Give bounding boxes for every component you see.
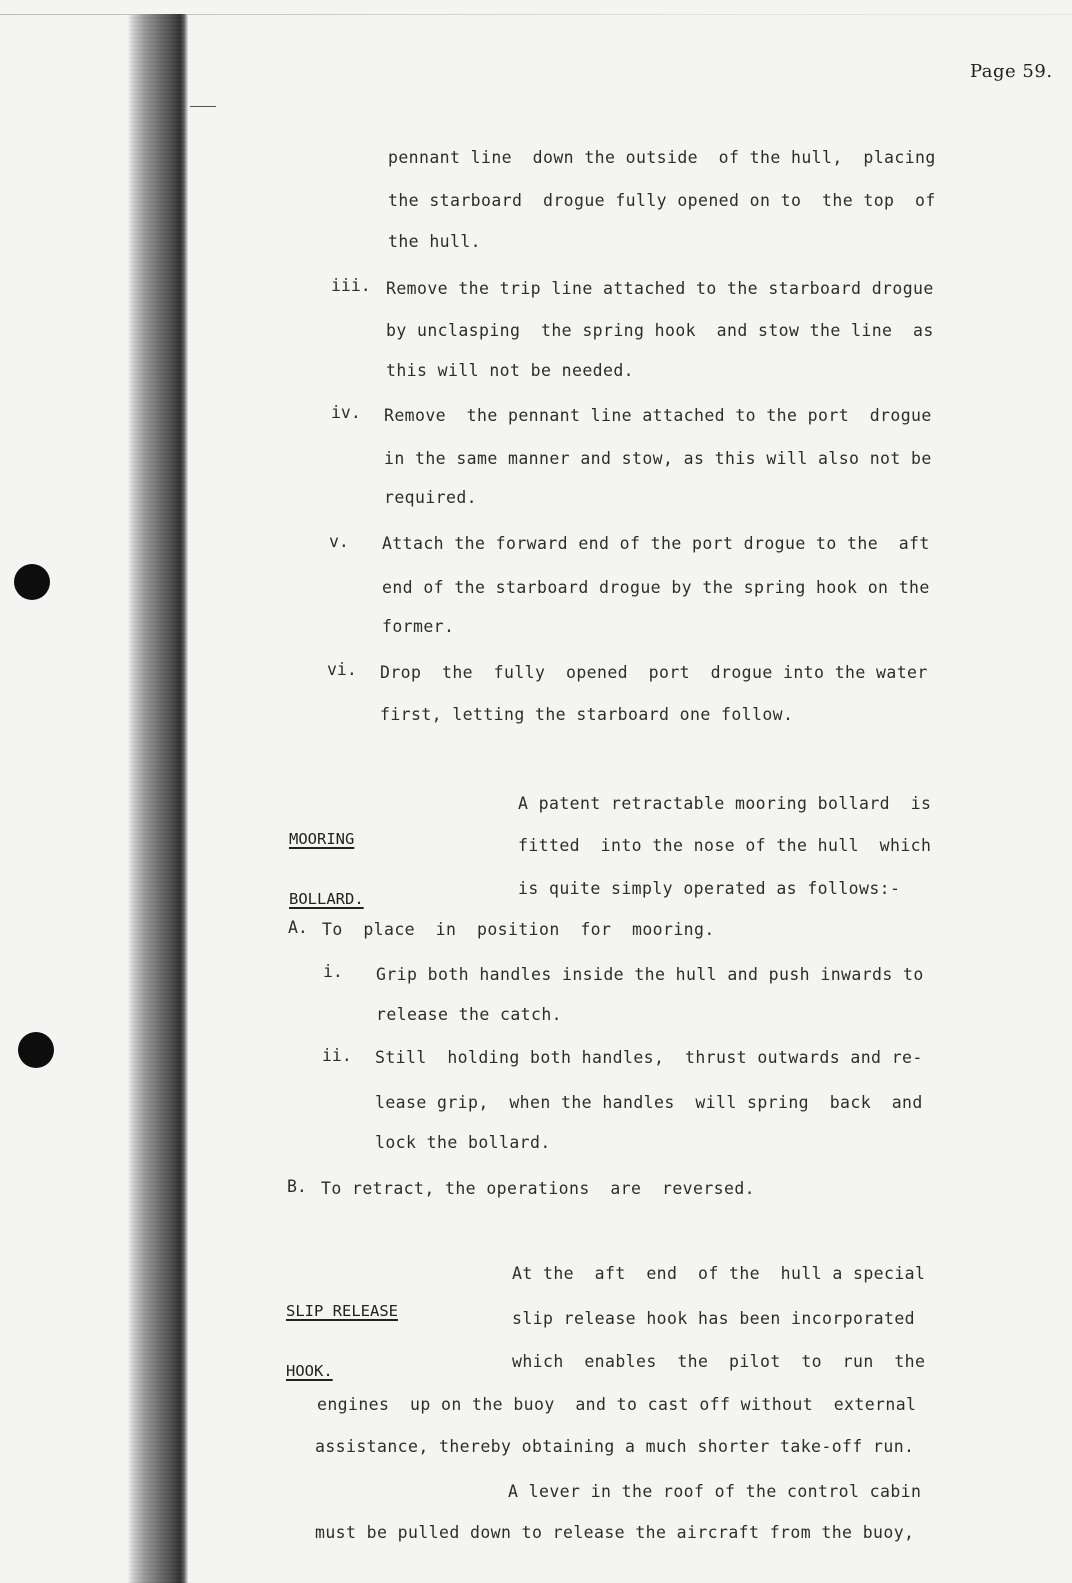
text-line: which enables the pilot to run the: [512, 1352, 926, 1371]
text-line: end of the starboard drogue by the spring hook on the: [382, 578, 930, 597]
text-line: must be pulled down to release the aircraft from the buoy,: [315, 1523, 915, 1542]
margin-mark: [190, 106, 216, 107]
text-line: Still holding both handles, thrust outwards and re-: [375, 1048, 923, 1067]
punch-hole-top: [14, 564, 50, 600]
step-number-iii: iii.: [331, 276, 371, 295]
text-line: To retract, the operations are reversed.: [321, 1179, 756, 1198]
heading-line: MOORING: [289, 830, 355, 848]
text-line: lock the bollard.: [375, 1133, 551, 1152]
text-line: is quite simply operated as follows:-: [518, 879, 901, 898]
text-line: assistance, thereby obtaining a much shorter take-off run.: [315, 1437, 915, 1456]
text-line: lease grip, when the handles will spring back and: [375, 1093, 923, 1112]
text-line: Attach the forward end of the port drogue to the aft: [382, 534, 930, 553]
text-line: former.: [382, 617, 455, 636]
text-line: required.: [384, 488, 478, 507]
step-number-i: i.: [323, 962, 343, 981]
text-line: A patent retractable mooring bollard is: [518, 794, 932, 813]
text-line: To place in position for mooring.: [322, 920, 715, 939]
page-number: Page 59.: [970, 61, 1053, 82]
text-line: release the catch.: [376, 1005, 563, 1024]
binding-shadow: [128, 14, 188, 1583]
text-line: by unclasping the spring hook and stow the line as: [386, 321, 934, 340]
heading-line: SLIP RELEASE: [286, 1302, 398, 1320]
text-line: first, letting the starboard one follow.: [380, 705, 794, 724]
text-line: pennant line down the outside of the hull, placing: [388, 148, 936, 167]
step-number-vi: vi.: [327, 660, 357, 679]
text-line: Remove the trip line attached to the starboard drogue: [386, 279, 934, 298]
text-line: engines up on the buoy and to cast off without external: [317, 1395, 917, 1414]
text-line: Grip both handles inside the hull and push inwards to: [376, 965, 924, 984]
step-number-v: v.: [329, 532, 349, 551]
heading-line: BOLLARD.: [289, 890, 364, 908]
heading-line: HOOK.: [286, 1362, 333, 1380]
text-line: At the aft end of the hull a special: [512, 1264, 926, 1283]
text-line: in the same manner and stow, as this will also not be: [384, 449, 932, 468]
text-line: slip release hook has been incorporated: [512, 1309, 916, 1328]
step-number-iv: iv.: [331, 403, 361, 422]
text-line: Remove the pennant line attached to the port drogue: [384, 406, 932, 425]
step-number-ii: ii.: [322, 1046, 352, 1065]
text-line: A lever in the roof of the control cabin: [508, 1482, 922, 1501]
text-line: the hull.: [388, 232, 482, 251]
punch-hole-bottom: [18, 1032, 54, 1068]
item-label-b: B.: [287, 1177, 307, 1196]
item-label-a: A.: [288, 918, 308, 937]
text-line: Drop the fully opened port drogue into the water: [380, 663, 928, 682]
text-line: this will not be needed.: [386, 361, 635, 380]
text-line: the starboard drogue fully opened on to the top of: [388, 191, 936, 210]
text-line: fitted into the nose of the hull which: [518, 836, 932, 855]
